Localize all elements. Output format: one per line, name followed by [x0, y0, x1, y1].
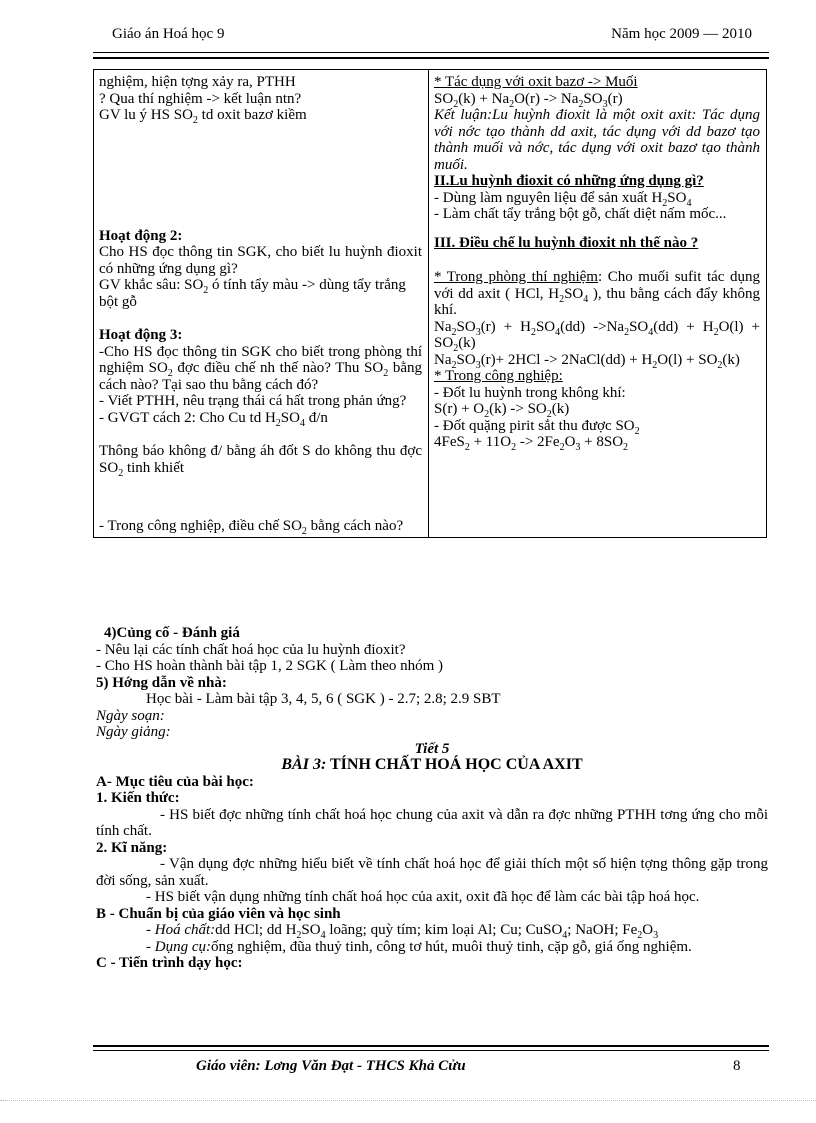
lesson-table	[93, 69, 767, 538]
text-line: - HS biết đợc những tính chất hoá học chung của axit và dẫn ra đợc những PTHH tơng ứng cho mỗi tính chất.	[96, 806, 768, 839]
use-item: - Dùng làm nguyên liệu để sản xuất $H_2SO_4$	[434, 189, 692, 209]
section-b-title: B - Chuẩn bị của giáo viên và học sinh	[96, 905, 341, 922]
activity-3-notice: Thông báo không đ/ bằng áh đốt S do không thu đợc $SO_2$ tinh khiết	[99, 443, 422, 479]
footer-rule-thin	[93, 1050, 769, 1051]
activity-3-gvgt: - GVGT cách 2: Cho Cu td $H_2SO_4$ đ/n	[99, 409, 328, 429]
text-line: - Cho HS hoàn thành bài tập 1, 2 SGK ( Làm theo nhóm )	[96, 658, 444, 674]
header-school-year: Năm học 2009 — 2010	[611, 26, 752, 42]
content-column	[429, 70, 767, 538]
section-cung-co-title: 4)Củng cố - Đánh giá	[104, 625, 240, 641]
equation: $Na_2SO_3(r)+ 2HCl$ -> 2NaCl(dd) + $H_2O(l) + SO_2(k)$	[434, 351, 740, 371]
page-number: 8	[733, 1058, 741, 1074]
industry-item: - Đốt quặng pirit sắt thu được $SO_2$	[434, 417, 640, 437]
text-line: Học bài - Làm bài tập 3, 4, 5, 6 ( SGK ) - 2.7; 2.8; 2.9 SBT	[146, 691, 501, 707]
activity-3-pthh: - Viết PTHH, nêu trạng thái cá hất trong phản ứng?	[99, 393, 407, 409]
equation: $4FeS_2 + 11O_2 -> 2Fe_2O_3 + 8SO_2$	[434, 434, 629, 453]
equipment-line: - Dụng cụ:ống nghiệm, đũa thuỷ tinh, công tơ hút, muôi thuỷ tinh, cặp gỗ, giá ống nghiệm.	[146, 938, 692, 955]
activity-2-text: Cho HS đọc thông tin SGK, cho biết lu huỳnh đioxit có những ứng dụng gì?	[99, 244, 422, 277]
teacher-activity-column	[94, 70, 429, 538]
text-line: GV lu ý HS $SO_2$ td oxit bazơ kiềm	[99, 107, 307, 126]
header-rule-thick	[93, 57, 769, 59]
section-huong-dan-title: 5) Hớng dẫn về nhà:	[96, 674, 227, 691]
lab-method: * Trong phòng thí nghiệm: Cho muối sufit tác dụng với dd axit ( HCl, $H_2SO_4$ ), thu bằng cách đẩy không khí.	[434, 269, 760, 318]
activity-3-title: Hoạt động 3:	[99, 327, 183, 343]
text-line: nghiệm, hiện tợng xảy ra, PTHH	[99, 74, 296, 90]
section-2-title: II.Lu huỳnh đioxit có những ứng dụng gì?	[434, 173, 704, 189]
prep-date-label: Ngày soạn:	[96, 707, 165, 724]
text-line: ? Qua thí nghiệm -> kết luận ntn?	[99, 90, 302, 107]
page-header	[112, 26, 752, 48]
page-footer	[93, 1058, 769, 1080]
header-subject: Giáo án Hoá học 9	[112, 26, 225, 42]
section-knowledge-title: 1. Kiến thức:	[96, 790, 180, 806]
equation: $SO_2(k) + Na_2O(r) -> Na_2SO_3(r)$	[434, 90, 623, 110]
section-skills-title: 2. Kĩ năng:	[96, 839, 168, 856]
activity-2-note: GV khắc sâu: $SO_2$ ó tính tẩy màu -> dùng tẩy trắng bột gỗ	[99, 277, 406, 310]
teach-date-label: Ngày giảng:	[96, 724, 171, 740]
industry-item: - Đốt lu huỳnh trong không khí:	[434, 384, 626, 401]
activity-3-text: -Cho HS đọc thông tin SGK cho biết trong phòng thí nghiệm $SO_2$ đợc điều chế nh thế nào? Thu $SO_2$ bằng cách nào? Tại sao thu bằng cách đó?	[99, 343, 422, 393]
chemicals-line: - Hoá chất:dd HCl; dd $H_2SO_4$ loãng; quỳ tím; kim loại Al; Cu; CuSO$_4$; NaOH; $Fe_2O_3$	[146, 922, 659, 941]
footer-rule-thick	[93, 1045, 769, 1047]
header-rule-thin	[93, 52, 769, 53]
section-c-title: C - Tiến trình dạy học:	[96, 955, 243, 971]
lesson-period: Tiết 5	[414, 740, 450, 757]
footer-teacher: Giáo viên: Lơng Văn Đạt - THCS Khả Cửu	[196, 1058, 466, 1074]
lesson-title: BÀI 3: TÍNH CHẤT HOÁ HỌC CỦA AXIT	[281, 756, 583, 773]
section-3-title: III. Điều chế lu huỳnh đioxit nh thế nào ?	[434, 234, 699, 251]
activity-3-industry: - Trong công nghiệp, điều chế $SO_2$ bằng cách nào?	[99, 518, 404, 537]
text-line: - HS biết vận dụng những tính chất hoá học của axit, oxit đã học để làm các bài tập hoá học.	[146, 889, 700, 905]
text-line: - Vận dụng đợc những hiểu biết về tính chất hoá học để giải thích một số hiện tợng thông gặp trong đời sống, sản xuất.	[96, 856, 768, 889]
industry-heading: * Trong công nghiệp:	[434, 368, 563, 384]
page-edge-divider	[0, 1100, 816, 1101]
section-a-title: A- Mục tiêu của bài học:	[96, 773, 254, 790]
text-line: - Nêu lại các tính chất hoá học của lu huỳnh đioxit?	[96, 641, 406, 658]
activity-2-title: Hoạt động 2:	[99, 227, 183, 244]
equation: $Na_2SO_3(r) + H_2SO_4(dd) ->Na_2SO_4(dd) + H_2O(l) + SO_2(k)$	[434, 318, 761, 354]
use-item: - Làm chất tẩy trắng bột gỗ, chất diệt nấm mốc...	[434, 206, 727, 222]
oxide-reaction-heading: * Tác dụng với oxit bazơ -> Muối	[434, 74, 638, 90]
equation: $S(r) + O_2(k) -> SO_2(k)$	[434, 401, 570, 420]
lesson-continuation	[96, 625, 768, 972]
conclusion: Kết luận:Lu huỳnh đioxit là một oxit axit: Tác dụng với nớc tạo thành dd axit, tác dụng với dd bazơ tạo thành muối và nớc, tác dụng với oxit bazơ tạo thành muối.	[434, 107, 760, 173]
